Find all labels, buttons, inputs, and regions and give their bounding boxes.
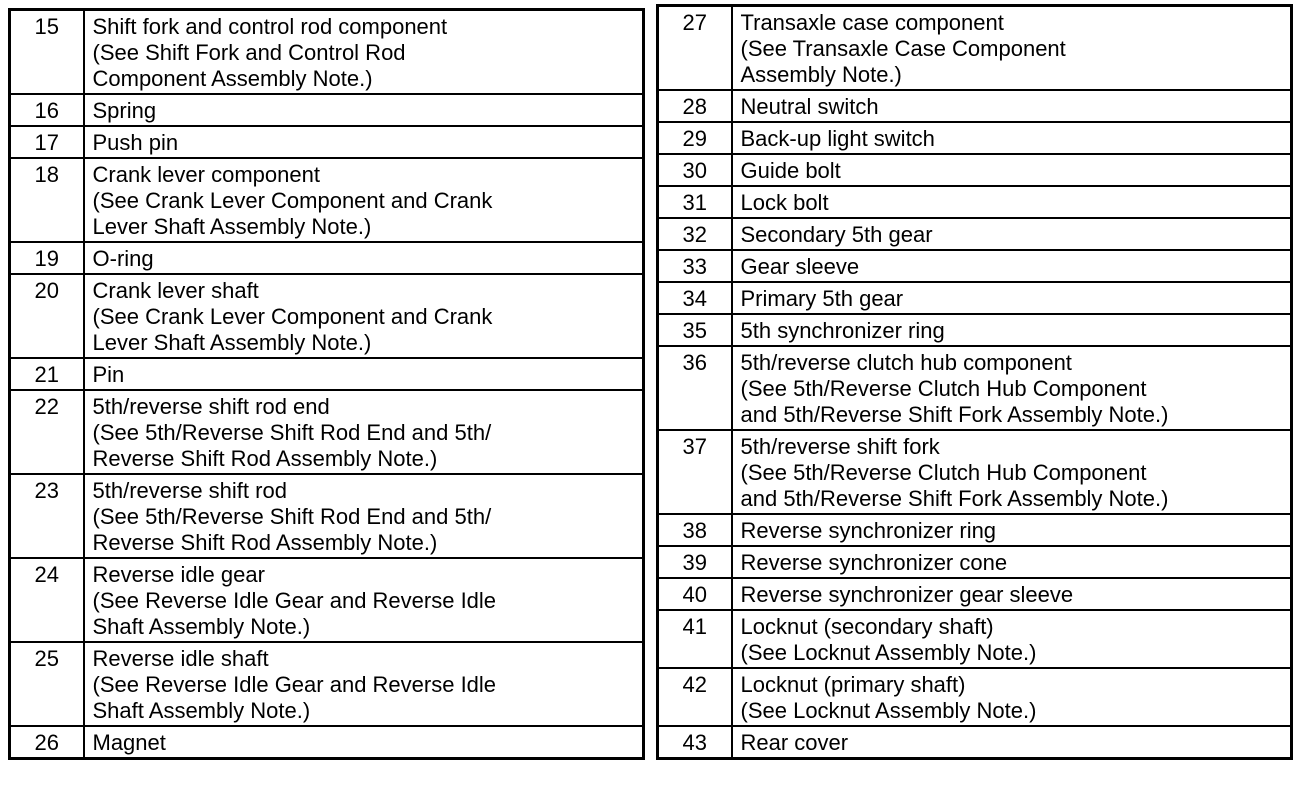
part-name: Push pin — [92, 130, 179, 155]
part-description — [732, 610, 1292, 668]
part-description — [732, 218, 1292, 250]
part-name: Guide bolt — [740, 158, 841, 183]
assembly-note-line: (See Transaxle Case Component — [740, 36, 1066, 61]
part-description — [84, 358, 644, 390]
table-row — [658, 314, 1292, 346]
part-number: 23 — [10, 474, 84, 558]
part-number: 43 — [658, 726, 732, 759]
part-number: 24 — [10, 558, 84, 642]
part-description — [732, 186, 1292, 218]
assembly-note-line: Reverse Shift Rod Assembly Note.) — [92, 530, 438, 555]
part-name: Reverse idle shaft — [92, 646, 269, 671]
table-row — [658, 250, 1292, 282]
part-name: 5th/reverse shift rod — [92, 478, 287, 503]
assembly-note-line: and 5th/Reverse Shift Fork Assembly Note.) — [740, 486, 1169, 511]
part-description — [84, 474, 644, 558]
part-description — [84, 242, 644, 274]
table-row — [10, 558, 644, 642]
part-name: 5th synchronizer ring — [740, 318, 945, 343]
part-description — [732, 578, 1292, 610]
part-number: 20 — [10, 274, 84, 358]
part-name: Lock bolt — [740, 190, 829, 215]
parts-table-right — [656, 4, 1293, 760]
part-description — [732, 314, 1292, 346]
part-number: 39 — [658, 546, 732, 578]
part-number: 38 — [658, 514, 732, 546]
assembly-note-line: Shaft Assembly Note.) — [92, 614, 311, 639]
part-number: 42 — [658, 668, 732, 726]
part-description — [84, 726, 644, 759]
part-description — [84, 158, 644, 242]
part-name: Spring — [92, 98, 157, 123]
assembly-note-line: (See 5th/Reverse Shift Rod End and 5th/ — [92, 504, 492, 529]
table-row — [10, 274, 644, 358]
assembly-note-line: (See 5th/Reverse Clutch Hub Component — [740, 460, 1147, 485]
part-description — [84, 126, 644, 158]
part-description — [732, 154, 1292, 186]
table-row — [658, 726, 1292, 759]
part-description — [84, 642, 644, 726]
part-description — [732, 346, 1292, 430]
part-number: 19 — [10, 242, 84, 274]
assembly-note-line: Lever Shaft Assembly Note.) — [92, 214, 372, 239]
part-number: 35 — [658, 314, 732, 346]
part-number: 32 — [658, 218, 732, 250]
table-row — [10, 642, 644, 726]
part-number: 18 — [10, 158, 84, 242]
assembly-note-line: Lever Shaft Assembly Note.) — [92, 330, 372, 355]
part-description — [732, 250, 1292, 282]
part-name: Neutral switch — [740, 94, 879, 119]
table-row — [658, 610, 1292, 668]
assembly-note-line: Assembly Note.) — [740, 62, 902, 87]
part-name: Crank lever component — [92, 162, 320, 187]
part-name: Reverse synchronizer ring — [740, 518, 997, 543]
part-description — [732, 430, 1292, 514]
table-row — [658, 546, 1292, 578]
part-name: Secondary 5th gear — [740, 222, 933, 247]
table-row — [658, 346, 1292, 430]
part-description — [732, 90, 1292, 122]
table-row — [658, 186, 1292, 218]
part-name: Rear cover — [740, 730, 849, 755]
part-number: 30 — [658, 154, 732, 186]
table-row — [658, 122, 1292, 154]
table-row — [658, 218, 1292, 250]
table-row — [658, 668, 1292, 726]
part-name: Locknut (primary shaft) — [740, 672, 966, 697]
assembly-note-line: Component Assembly Note.) — [92, 66, 373, 91]
table-row — [658, 154, 1292, 186]
assembly-note-line: (See Locknut Assembly Note.) — [740, 698, 1037, 723]
table-row — [10, 10, 644, 95]
assembly-note-line: (See 5th/Reverse Shift Rod End and 5th/ — [92, 420, 492, 445]
part-number: 40 — [658, 578, 732, 610]
part-description — [84, 274, 644, 358]
table-row — [658, 514, 1292, 546]
part-name: Locknut (secondary shaft) — [740, 614, 994, 639]
part-name: Reverse synchronizer gear sleeve — [740, 582, 1074, 607]
assembly-note-line: (See Crank Lever Component and Crank — [92, 304, 493, 329]
assembly-note-line: (See Crank Lever Component and Crank — [92, 188, 493, 213]
part-number: 22 — [10, 390, 84, 474]
part-name: Magnet — [92, 730, 166, 755]
part-description — [84, 390, 644, 474]
part-number: 34 — [658, 282, 732, 314]
table-row — [10, 474, 644, 558]
assembly-note-line: (See 5th/Reverse Clutch Hub Component — [740, 376, 1147, 401]
part-name: Transaxle case component — [740, 10, 1004, 35]
assembly-note-line: Shaft Assembly Note.) — [92, 698, 311, 723]
table-row — [10, 390, 644, 474]
table-row — [10, 94, 644, 126]
part-description — [732, 668, 1292, 726]
table-row — [658, 430, 1292, 514]
part-name: Primary 5th gear — [740, 286, 904, 311]
part-number: 26 — [10, 726, 84, 759]
part-name: Reverse synchronizer cone — [740, 550, 1008, 575]
table-row — [658, 578, 1292, 610]
part-number: 21 — [10, 358, 84, 390]
part-number: 15 — [10, 10, 84, 95]
part-description — [732, 282, 1292, 314]
part-description — [732, 6, 1292, 91]
part-name: 5th/reverse clutch hub component — [740, 350, 1072, 375]
table-row — [10, 726, 644, 759]
table-row — [658, 282, 1292, 314]
part-description — [84, 10, 644, 95]
part-description — [732, 546, 1292, 578]
part-number: 16 — [10, 94, 84, 126]
part-description — [732, 514, 1292, 546]
part-number: 25 — [10, 642, 84, 726]
part-name: Back-up light switch — [740, 126, 935, 151]
table-row — [658, 6, 1292, 91]
part-name: Shift fork and control rod component — [92, 14, 448, 39]
part-name: Gear sleeve — [740, 254, 860, 279]
part-number: 29 — [658, 122, 732, 154]
assembly-note-line: (See Shift Fork and Control Rod — [92, 40, 406, 65]
part-number: 33 — [658, 250, 732, 282]
part-number: 41 — [658, 610, 732, 668]
assembly-note-line: (See Locknut Assembly Note.) — [740, 640, 1037, 665]
part-number: 31 — [658, 186, 732, 218]
part-number: 17 — [10, 126, 84, 158]
part-name: Reverse idle gear — [92, 562, 265, 587]
part-name: O-ring — [92, 246, 154, 271]
table-row — [658, 90, 1292, 122]
table-row — [10, 158, 644, 242]
part-name: Pin — [92, 362, 125, 387]
assembly-note-line: (See Reverse Idle Gear and Reverse Idle — [92, 588, 497, 613]
table-row — [10, 126, 644, 158]
part-number: 28 — [658, 90, 732, 122]
part-name: Crank lever shaft — [92, 278, 259, 303]
table-row — [10, 358, 644, 390]
part-number: 27 — [658, 6, 732, 91]
part-number: 37 — [658, 430, 732, 514]
assembly-note-line: Reverse Shift Rod Assembly Note.) — [92, 446, 438, 471]
part-description — [732, 122, 1292, 154]
table-row — [10, 242, 644, 274]
part-number: 36 — [658, 346, 732, 430]
parts-table-left — [8, 8, 645, 760]
part-description — [84, 558, 644, 642]
part-name: 5th/reverse shift fork — [740, 434, 940, 459]
assembly-note-line: (See Reverse Idle Gear and Reverse Idle — [92, 672, 497, 697]
part-name: 5th/reverse shift rod end — [92, 394, 330, 419]
assembly-note-line: and 5th/Reverse Shift Fork Assembly Note.) — [740, 402, 1169, 427]
part-description — [732, 726, 1292, 759]
part-description — [84, 94, 644, 126]
